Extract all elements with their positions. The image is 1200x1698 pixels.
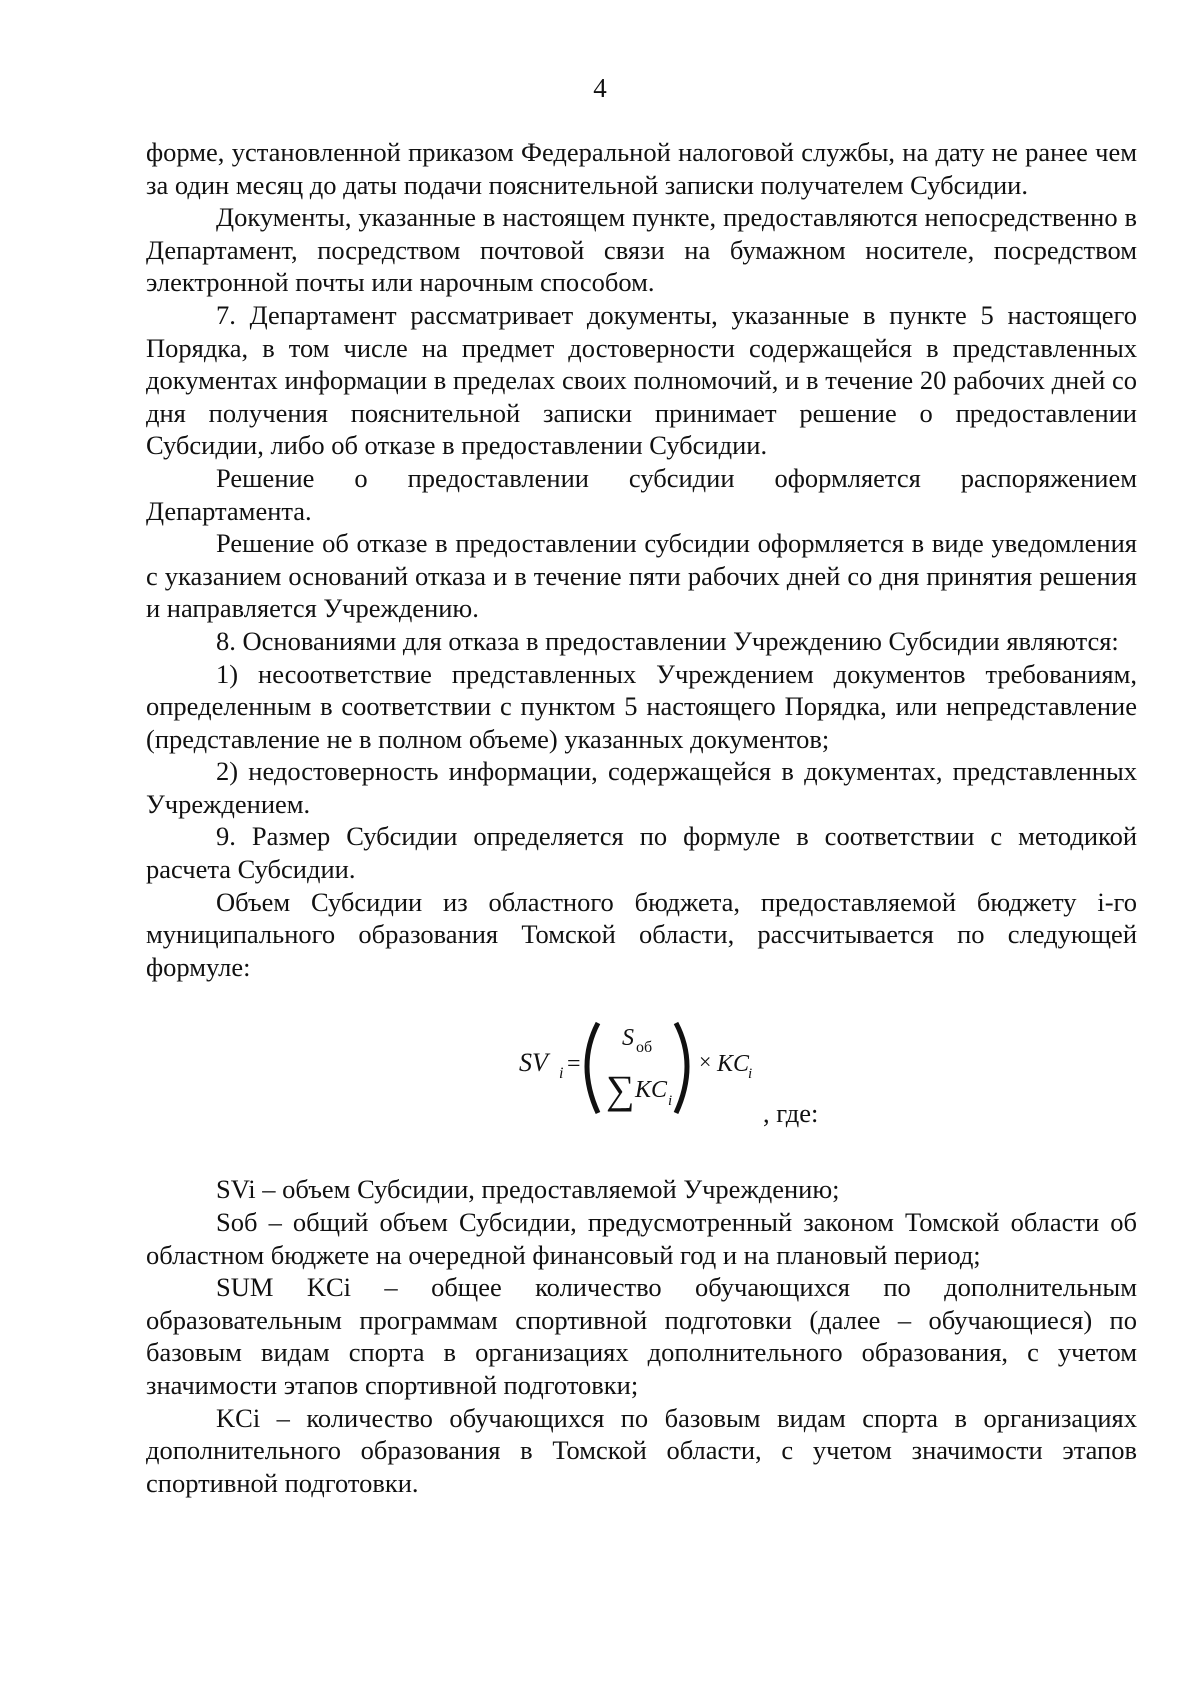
paragraph-item-8-2: 2) недостоверность информации, содержащейся в документах, представленных Учреждением. bbox=[146, 756, 1137, 819]
subsidy-formula bbox=[146, 1005, 1137, 1155]
formula-denominator-subscript: i bbox=[668, 1093, 673, 1110]
paragraph-item-8: 8. Основаниями для отказа в предоставлении Учреждению Субсидии являются: bbox=[216, 625, 1119, 656]
paragraph-item-7: 7. Департамент рассматривает документы, указанные в пункте 5 настоящего Порядка, в том числе на предмет достоверности содержащейся в представленных документах информации в пределах своих полномочий, и в течение 20 рабочих дней со дня получения пояснительной записки принимает решение о предоставлении Субсидии, либо об отказе в предоставлении Субсидии. bbox=[146, 299, 1137, 461]
definition-sob: Sоб – общий объем Субсидии, предусмотренный законом Томской области об областном бюджете на очередной финансовый год и на плановый период; bbox=[146, 1207, 1137, 1270]
formula-lhs: SV bbox=[519, 1048, 548, 1078]
formula-numerator-subscript: об bbox=[636, 1039, 653, 1057]
definition-svi: SVi – объем Субсидии, предоставляемой Учреждению; bbox=[216, 1174, 840, 1205]
formula-rhs-subscript: i bbox=[748, 1066, 753, 1083]
formula-denominator: KC bbox=[635, 1077, 668, 1104]
paragraph-formula-intro: Объем Субсидии из областного бюджета, предоставляемой бюджету i-го муниципального образования Томской области, рассчитывается по следующей формуле: bbox=[146, 886, 1137, 982]
formula-times: × bbox=[699, 1049, 712, 1075]
definition-sum-kci: SUM KCi – общее количество обучающихся по дополнительным образовательным программам спортивной подготовки (далее – обучающиеся) по базовым видам спорта в организациях дополнительного образования, с учетом значимости этапов спортивной подготовки; bbox=[146, 1272, 1137, 1400]
formula-sum-symbol: ∑ bbox=[606, 1067, 635, 1113]
page-number: 4 bbox=[593, 73, 607, 103]
paragraph-item-9: 9. Размер Субсидии определяется по формуле в соответствии с методикой расчета Субсидии. bbox=[146, 821, 1137, 885]
paragraph-item-8-1: 1) несоответствие представленных Учреждением документов требованиям, определенным в соответствии с пунктом 5 настоящего Порядка, или непредставление (представление не в полном объеме) указанных документов; bbox=[146, 658, 1137, 754]
formula-lhs-subscript: i bbox=[559, 1065, 564, 1083]
formula-rhs: KC bbox=[717, 1051, 750, 1078]
document-body bbox=[146, 136, 1137, 1499]
paragraph-decision-refusal: Решение об отказе в предоставлении субсидии оформляется в виде уведомления с указанием оснований отказа и в течение пяти рабочих дней со дня принятия решения и направляется Учреждению. bbox=[146, 528, 1137, 624]
paragraph-documents-submission: Документы, указанные в настоящем пункте, предоставляются непосредственно в Департамент, посредством почтовой связи на бумажном носителе, посредством электронной почты или нарочным способом. bbox=[146, 202, 1137, 298]
paragraph-continuation: форме, установленной приказом Федеральной налоговой службы, на дату не ранее чем за один месяц до даты подачи пояснительной записки получателем Субсидии. bbox=[146, 137, 1137, 200]
formula-right-paren bbox=[676, 1023, 687, 1113]
definition-kci: KCi – количество обучающихся по базовым видам спорта в организациях дополнительного образования в Томской области, с учетом значимости этапов спортивной подготовки. bbox=[146, 1402, 1137, 1498]
paragraph-decision-grant: Решение о предоставлении субсидии оформляется распоряжением Департамента. bbox=[146, 462, 1137, 526]
formula-numerator: S bbox=[622, 1025, 634, 1052]
formula-graphic bbox=[146, 1005, 1137, 1155]
formula-left-paren bbox=[587, 1023, 598, 1113]
formula-equals: = bbox=[567, 1051, 581, 1078]
formula-where: , где: bbox=[763, 1098, 819, 1129]
